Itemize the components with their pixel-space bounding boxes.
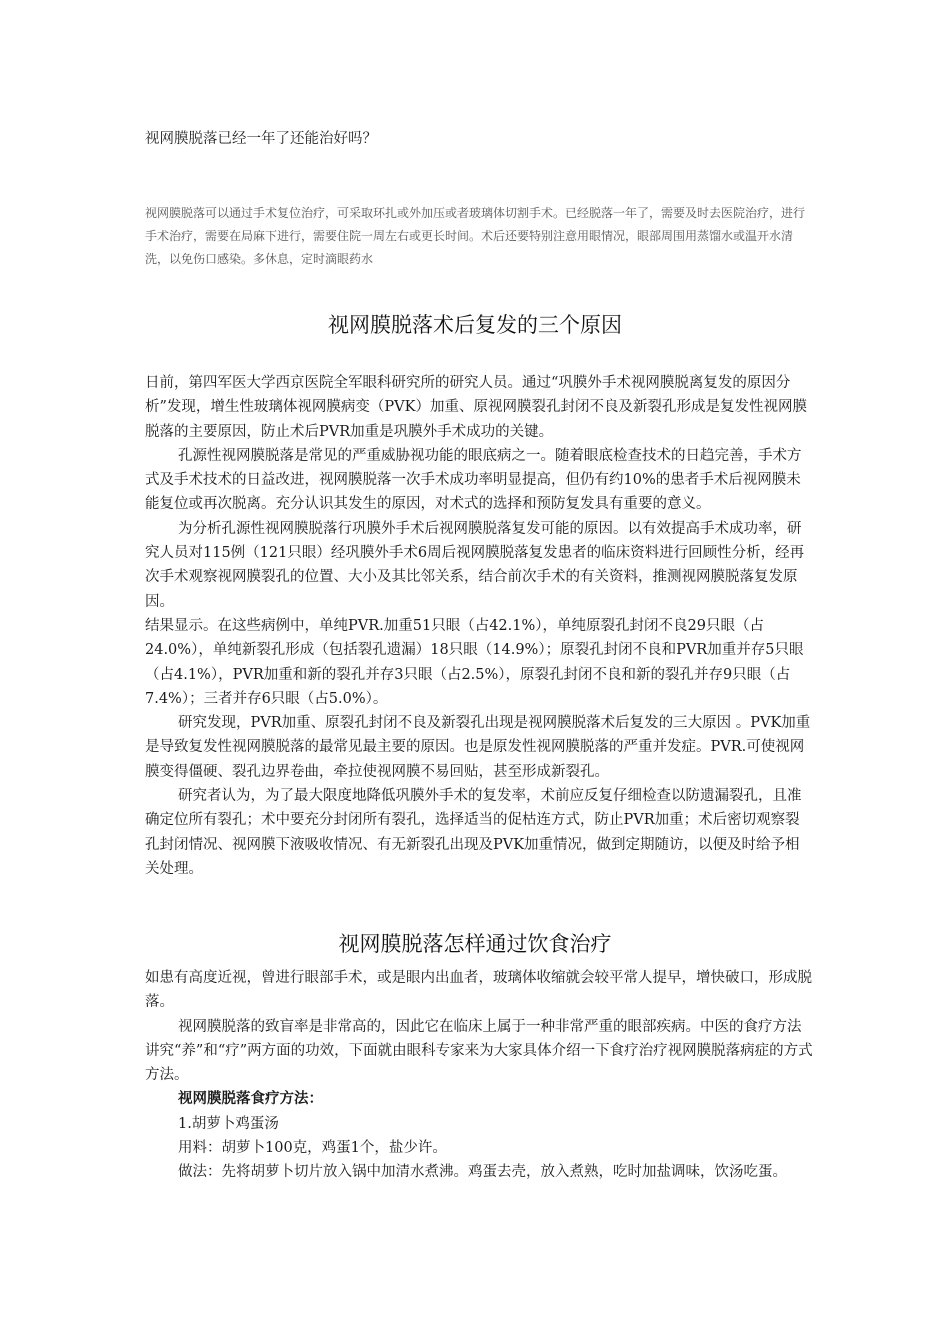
section1-paragraph-2: 孔源性视网膜脱落是常见的严重威胁视功能的眼底病之一。随着眼底检查技术的日趋完善，手术方式及手术技术的日益改进，视网膜脱落一次手术成功率明显提高，但仍有约10%的患者手术后视网膜未能复位或再次脱离。充分认识其发生的原因，对术式的选择和预防复发具有重要的意义。: [145, 447, 802, 513]
section2-paragraph-2: 视网膜脱落的致盲率是非常高的，因此它在临床上属于一种非常严重的眼部疾病。中医的食疗方法讲究“养”和“疗”两方面的功效，下面就由眼科专家来为大家具体介绍一下食疗治疗视网膜脱落病症的方式方法。: [145, 1018, 813, 1084]
recipe-ingredients: 用料：胡萝卜100克，鸡蛋1个，盐少许。: [178, 1140, 447, 1157]
recipe-method: 做法：先将胡萝卜切片放入锅中加清水煮沸。鸡蛋去壳，放入煮熟，吃时加盐调味，饮汤吃蛋。: [178, 1164, 787, 1181]
section1-heading: 视网膜脱落术后复发的三个原因: [328, 313, 622, 337]
section1-paragraph-6: 研究者认为，为了最大限度地降低巩膜外手术的复发率，术前应反复仔细检查以防遗漏裂孔，且准确定位所有裂孔；术中要充分封闭所有裂孔，选择适当的促枯连方式，防止PVR加重；术后密切观察裂孔封闭情况、视网膜下液吸收情况、有无新裂孔出现及PVK加重情况，做到定期随访，以便及时给予相关处理。: [145, 788, 802, 877]
section1-paragraph-4: 结果显示。在这些病例中，单纯PVR.加重51只眼（占42.1%），单纯原裂孔封闭不良29只眼（占24.0%），单纯新裂孔形成（包括裂孔遗漏）18只眼（14.9%）；原裂孔封闭不良和PVR加重并存5只眼（占4.1%），PVR加重和新的裂孔并存3只眼（占2.5%），原裂孔封闭不良和新的裂孔并存9只眼（占7.4%）；三者并存6只眼（占5.0%）。: [145, 617, 804, 707]
section1-paragraph-1: 日前，第四军医大学西京医院全军眼科研究所的研究人员。通过“巩膜外手术视网膜脱离复发的原因分析”发现，增生性玻璃体视网膜病变（PVK）加重、原视网膜裂孔封闭不良及新裂孔形成是复发性视网膜脱落的主要原因，防止术后PVR加重是巩膜外手术成功的关键。: [145, 375, 807, 440]
recipe-item-1: 1.胡萝卜鸡蛋汤: [178, 1115, 279, 1132]
section1-body: [145, 371, 813, 881]
section2-paragraph-1: 如患有高度近视，曾进行眼部手术，或是眼内出血者，玻璃体收缩就会较平常人提早，增快破口，形成脱落。: [145, 970, 812, 1011]
section2-heading: 视网膜脱落怎样通过饮食治疗: [338, 932, 612, 956]
section1-paragraph-5: 研究发现，PVR加重、原裂孔封闭不良及新裂孔出现是视网膜脱落术后复发的三大原因 。PVK加重是导致复发性视网膜脱落的最常见最主要的原因。也是原发性视网膜脱落的严重并发症。PVR.可使视网膜变得僵硬、裂孔边界卷曲，牵拉使视网膜不易回贴，甚至形成新裂孔。: [145, 715, 811, 780]
section2-subheading: 视网膜脱落食疗方法：: [178, 1090, 323, 1108]
intro-paragraph: 视网膜脱落可以通过手术复位治疗，可采取环扎或外加压或者玻璃体切割手术。已经脱落一年了，需要及时去医院治疗，进行手术治疗，需要在局麻下进行，需要住院一周左右或更长时间。术后还要特别注意用眼情况，眼部周围用蒸馏水或温开水清洗，以免伤口感染。多休息，定时滴眼药水: [145, 206, 806, 266]
question-title: 视网膜脱落已经一年了还能治好吗？: [145, 131, 377, 147]
section2-body: [145, 966, 813, 1185]
section1-paragraph-3: 为分析孔源性视网膜脱落行巩膜外手术后视网膜脱落复发可能的原因。以有效提高手术成功率，研究人员对115例（121只眼）经巩膜外手术6周后视网膜脱落复发患者的临床资料进行回顾性分析，经再次手术观察视网膜裂孔的位置、大小及其比邻关系，结合前次手术的有关资料，推测视网膜脱落复发原因。: [145, 520, 805, 610]
